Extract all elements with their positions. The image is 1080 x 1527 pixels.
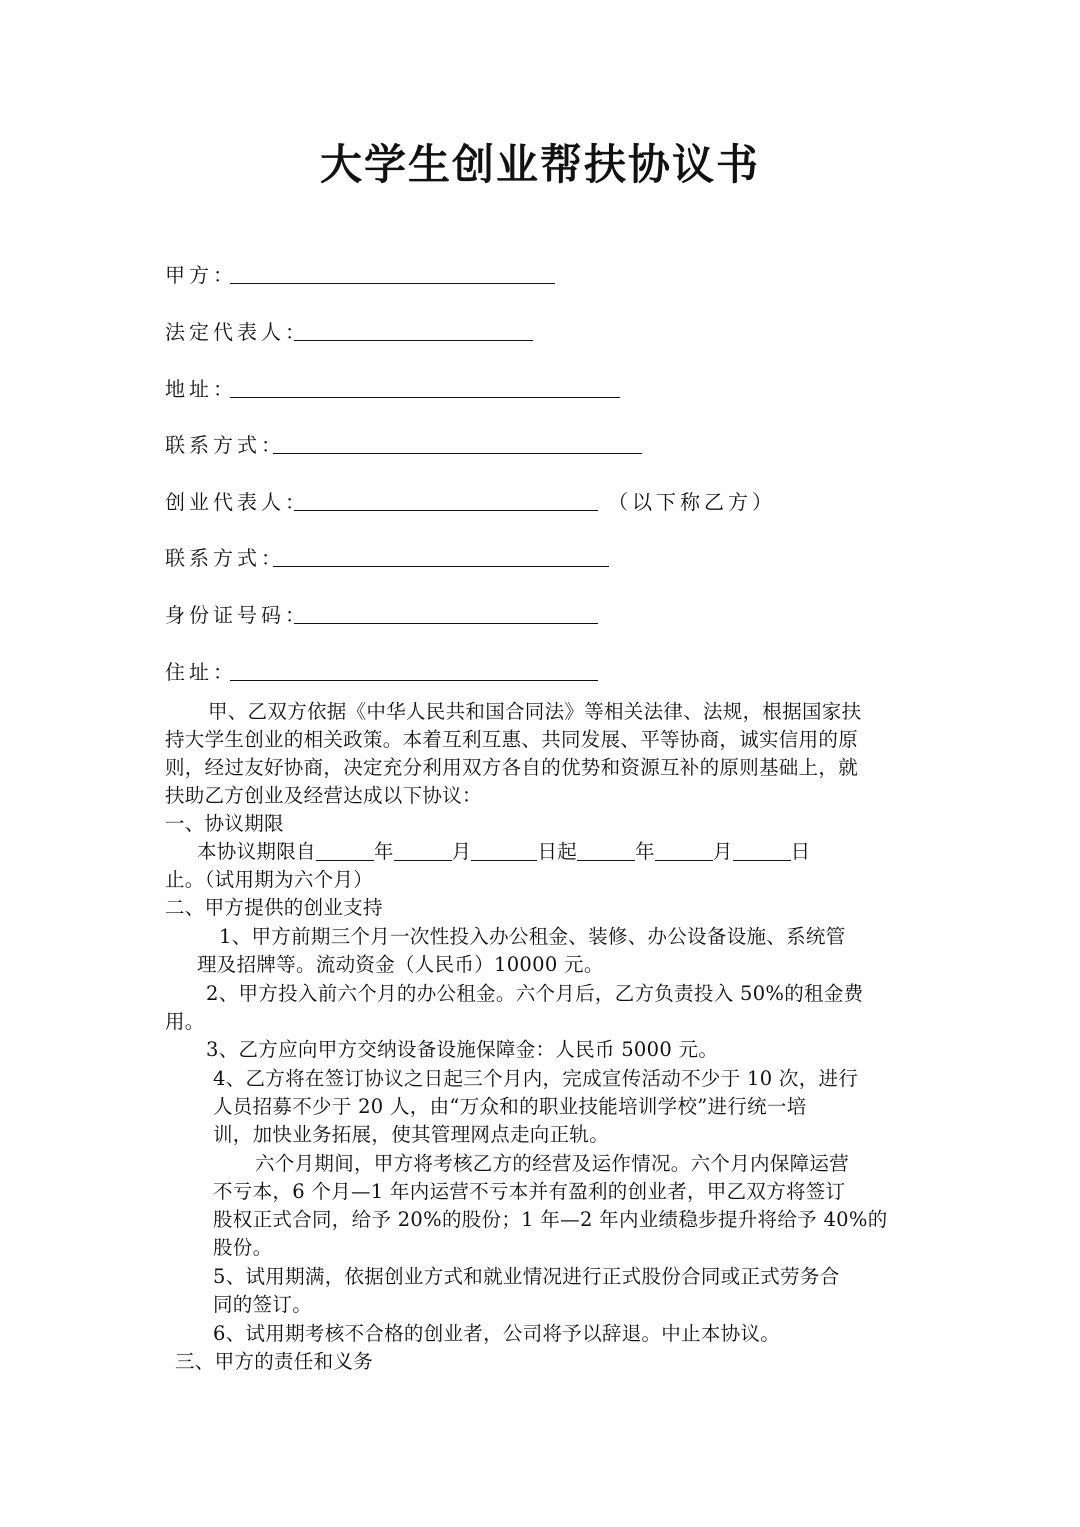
intro-line-1: 甲、乙双方依据《中华人民共和国合同法》等相关法律、法规，根据国家扶 (208, 700, 862, 723)
founder-rep-field[interactable] (294, 510, 598, 511)
intro-line-2: 持大学生创业的相关政策。本着互利互惠、共同发展、平等协商，诚实信用的原 (165, 728, 859, 751)
support-line: 4、乙方将在签订协议之日起三个月内，完成宣传活动不少于 10 次，进行 (213, 1067, 859, 1090)
residence-field[interactable] (230, 680, 598, 681)
legal-rep-field[interactable] (294, 340, 533, 341)
support-line: 股份。 (213, 1236, 273, 1259)
contact-b-label: 联系方式： (165, 546, 285, 570)
support-line: 3、乙方应向甲方交纳设备设施保障金：人民币 5000 元。 (206, 1038, 719, 1061)
section-1-heading: 一、协议期限 (165, 812, 284, 835)
support-line: 5、试用期满，依据创业方式和就业情况进行正式股份合同或正式劳务合 (213, 1265, 840, 1288)
support-line: 6、试用期考核不合格的创业者，公司将予以辞退。中止本协议。 (213, 1322, 781, 1345)
support-line: 同的签订。 (213, 1293, 313, 1316)
founder-rep-label: 创业代表人： (165, 490, 309, 514)
start-month-blank[interactable] (394, 838, 452, 861)
term-line: 本协议期限自 年 月 日起 年 月 日 (197, 840, 811, 863)
document-title: 大学生创业帮扶协议书 (319, 140, 760, 189)
address-label: 地址： (165, 377, 237, 401)
support-line: 2、甲方投入前六个月的办公租金。六个月后，乙方负责投入 50%的租金费 (206, 982, 864, 1005)
residence-label: 住址： (165, 660, 237, 684)
term-line-2: 止。（试用期为六个月） (165, 868, 374, 891)
legal-rep-label: 法定代表人： (165, 320, 309, 344)
party-b-note: （以下称乙方） (608, 490, 776, 514)
support-line: 理及招牌等。流动资金（人民币）10000 元。 (197, 953, 604, 976)
section-3-heading: 三、甲方的责任和义务 (175, 1350, 374, 1373)
intro-line-4: 扶助乙方创业及经营达成以下协议： (165, 784, 482, 807)
start-year-blank[interactable] (316, 838, 374, 861)
support-line: 训，加快业务拓展，使其管理网点走向正轨。 (213, 1123, 610, 1146)
support-line: 不亏本，6 个月—1 年内运营不亏本并有盈利的创业者，甲乙双方将签订 (213, 1180, 846, 1203)
support-line: 人员招募不少于 20 人，由“万众和的职业技能培训学校”进行统一培 (213, 1095, 807, 1118)
intro-line-3: 则，经过友好协商，决定充分利用双方各自的优势和资源互补的原则基础上，就 (165, 756, 859, 779)
end-year-blank[interactable] (577, 838, 635, 861)
end-month-blank[interactable] (655, 838, 713, 861)
start-day-blank[interactable] (471, 838, 537, 861)
party-a-label: 甲方： (165, 263, 237, 287)
address-field[interactable] (230, 397, 620, 398)
support-line: 六个月期间，甲方将考核乙方的经营及运作情况。六个月内保障运营 (255, 1152, 850, 1175)
contact-a-label: 联系方式： (165, 433, 285, 457)
contact-b-field[interactable] (273, 566, 609, 567)
contact-a-field[interactable] (273, 453, 642, 454)
id-number-label: 身份证号码： (165, 603, 309, 627)
support-line: 用。 (165, 1010, 205, 1033)
support-line: 1、甲方前期三个月一次性投入办公租金、装修、办公设备设施、系统管 (219, 925, 846, 948)
party-a-field[interactable] (230, 283, 555, 284)
end-day-blank[interactable] (733, 838, 791, 861)
support-line: 股权正式合同，给予 20%的股份；1 年—2 年内业绩稳步提升将给予 40%的 (213, 1208, 888, 1231)
section-2-heading: 二、甲方提供的创业支持 (165, 896, 383, 919)
id-number-field[interactable] (294, 623, 598, 624)
